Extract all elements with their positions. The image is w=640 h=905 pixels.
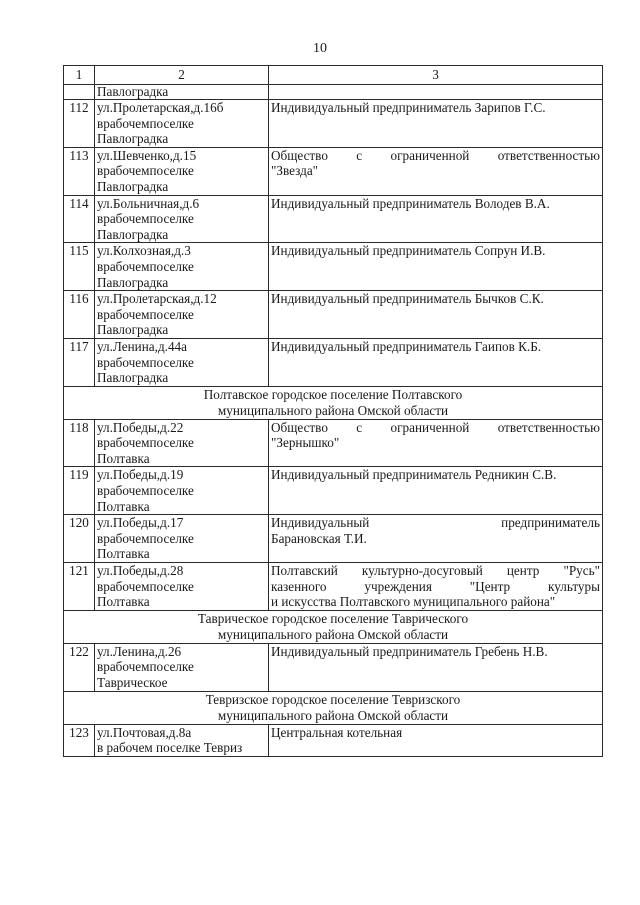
organization-line-2: "Звезда" <box>271 163 319 179</box>
address-line-2 <box>97 579 266 595</box>
address-line-1 <box>97 148 266 164</box>
word: ул. <box>97 243 113 259</box>
word: Индивидуальный <box>271 515 370 531</box>
address-line-3: Павлоградка <box>97 226 169 242</box>
word: ул. <box>97 100 113 115</box>
row-number: 122 <box>64 643 95 691</box>
address-line-1 <box>97 420 266 436</box>
organization-cell <box>269 563 603 611</box>
word: в <box>97 163 104 179</box>
word: в <box>97 258 104 274</box>
address-line-3: Павлоградка <box>97 131 169 147</box>
word: ул. <box>97 467 113 483</box>
document-table <box>63 65 603 757</box>
word: Больничная, <box>112 195 183 211</box>
address-line-3: Павлоградка <box>97 322 169 338</box>
section-title <box>64 386 603 419</box>
word: Общество <box>271 419 328 435</box>
address-line-1 <box>97 196 266 212</box>
word: культурно-досуговый <box>361 563 483 579</box>
address-line-3: Павлоградка <box>97 370 169 386</box>
word: 19 <box>170 467 184 483</box>
word: д. <box>157 338 168 354</box>
organization-name: Индивидуальный предприниматель Гребень Н.В. <box>271 643 548 659</box>
table-row <box>64 243 603 291</box>
word: в <box>97 211 104 227</box>
section-title-line-2: муниципального района Омской области <box>217 402 449 418</box>
word: д. <box>168 724 179 740</box>
table-row <box>64 338 603 386</box>
word: рабочем <box>103 211 150 227</box>
word: 15 <box>182 147 197 163</box>
word: 28 <box>170 563 184 579</box>
address-line-3: Павлоградка <box>97 178 169 194</box>
address-cell <box>95 724 269 756</box>
section-title <box>64 610 603 643</box>
word: "Русь" <box>563 563 600 579</box>
word: в <box>97 530 104 546</box>
address-line-1 <box>97 467 266 483</box>
word: рабочем <box>103 578 150 594</box>
table-row-continuation <box>64 85 603 100</box>
table-row <box>64 147 603 195</box>
word: рабочем <box>103 530 150 546</box>
word: в <box>97 306 104 322</box>
word: поселке <box>149 115 194 131</box>
organization-line-2: "Зернышко" <box>271 435 340 451</box>
address-continuation: Павлоградка <box>95 85 269 100</box>
section-tavricheskoe <box>64 610 603 643</box>
table-row <box>64 195 603 243</box>
table-row <box>64 100 603 148</box>
word: Почтовая, <box>112 724 169 740</box>
address-line-2 <box>97 659 266 675</box>
organization-cell <box>269 100 603 148</box>
word: 17 <box>170 515 184 531</box>
organization-line-1 <box>271 563 600 579</box>
organization-name: Индивидуальный предприниматель Бычков С.К. <box>271 291 544 307</box>
word: ул. <box>97 338 113 354</box>
word: ул. <box>97 195 113 211</box>
word: учреждения <box>364 578 432 594</box>
row-number: 121 <box>64 563 95 611</box>
word: д. <box>193 100 204 115</box>
address-line-1 <box>97 563 266 579</box>
organization-line-1 <box>271 515 600 531</box>
word: рабочем <box>103 163 150 179</box>
organization-cell <box>269 419 603 467</box>
word: поселке <box>149 435 194 451</box>
table-header-row <box>64 66 603 85</box>
section-title-line-1: Таврическое городское поселение Таврического <box>197 610 469 626</box>
address-cell <box>95 643 269 691</box>
word: поселке <box>149 211 194 227</box>
address-line-3: Полтавка <box>97 498 150 514</box>
word: Полтавский <box>271 563 338 579</box>
organization-cell <box>269 243 603 291</box>
address-line-2 <box>97 163 266 179</box>
table-row <box>64 563 603 611</box>
table-row <box>64 643 603 691</box>
address-line-2: в рабочем поселке Тевриз <box>97 740 243 756</box>
address-line-1 <box>97 291 266 307</box>
word: ул. <box>97 515 113 531</box>
organization-name: Индивидуальный предприниматель Володев В.А. <box>271 195 550 211</box>
word: поселке <box>149 258 194 274</box>
word: рабочем <box>103 258 150 274</box>
address-cell <box>95 338 269 386</box>
word: ул. <box>97 147 113 163</box>
word: предприниматель <box>501 515 600 531</box>
organization-line-3: и искусства Полтавского муниципального района" <box>271 594 556 610</box>
organization-line-1 <box>271 148 600 164</box>
word: Победы, <box>112 467 161 483</box>
word: ответственностью <box>497 419 600 435</box>
word: Победы, <box>112 563 161 579</box>
word: в <box>97 354 104 370</box>
word: ул. <box>97 643 113 659</box>
organization-line-2: Барановская Т.И. <box>271 530 367 546</box>
address-line-1 <box>97 339 266 355</box>
table-row <box>64 419 603 467</box>
word: казенного <box>271 578 327 594</box>
word: с <box>356 147 363 163</box>
section-tevriz <box>64 691 603 724</box>
table-row <box>64 291 603 339</box>
row-number: 120 <box>64 515 95 563</box>
header-col2: 2 <box>95 66 269 85</box>
word: Победы, <box>112 515 161 531</box>
word: д. <box>193 291 204 307</box>
organization-cell <box>269 643 603 691</box>
word: 26 <box>167 643 182 659</box>
word: поселке <box>149 578 194 594</box>
word: поселке <box>149 530 194 546</box>
word: 6 <box>192 195 200 211</box>
word: Ленина, <box>112 338 158 354</box>
address-cell <box>95 419 269 467</box>
address-cell <box>95 100 269 148</box>
row-number: 119 <box>64 467 95 515</box>
address-line-1 <box>97 725 266 741</box>
word: поселке <box>149 354 194 370</box>
header-col3: 3 <box>269 66 603 85</box>
word: ул. <box>97 291 113 307</box>
word: в <box>97 578 104 594</box>
word: д. <box>160 467 171 483</box>
word: в <box>97 435 104 451</box>
address-cell <box>95 467 269 515</box>
address-cell <box>95 195 269 243</box>
word: Пролетарская, <box>112 100 194 115</box>
word: рабочем <box>103 115 150 131</box>
address-line-2 <box>97 435 266 451</box>
address-line-3: Полтавка <box>97 594 150 610</box>
section-title-line-1: Полтавское городское поселение Полтавского <box>203 386 463 402</box>
word: Пролетарская, <box>112 291 194 307</box>
organization-name: Центральная котельная <box>271 724 403 740</box>
word: ул. <box>97 724 113 740</box>
section-title-line-1: Тевризское городское поселение Тевризского <box>205 691 461 707</box>
word: ул. <box>97 419 113 435</box>
word: Шевченко, <box>112 147 173 163</box>
organization-cell <box>269 467 603 515</box>
address-line-3: Полтавка <box>97 546 150 562</box>
address-line-2 <box>97 211 266 227</box>
address-cell <box>95 147 269 195</box>
word: ограниченной <box>390 419 470 435</box>
word: рабочем <box>103 659 150 675</box>
word: 44а <box>167 338 187 354</box>
word: "Центр <box>469 578 511 594</box>
organization-name: Индивидуальный предприниматель Сопрун И.В. <box>271 243 546 259</box>
organization-line-2 <box>271 579 600 595</box>
organization-cell <box>269 724 603 756</box>
word: д. <box>157 643 168 659</box>
address-line-3: Таврическое <box>97 675 168 690</box>
row-number: 116 <box>64 291 95 339</box>
address-line-3: Полтавка <box>97 450 150 466</box>
word: центр <box>506 563 540 579</box>
word: поселке <box>149 483 194 499</box>
word: Колхозная, <box>112 243 175 259</box>
row-number: 123 <box>64 724 95 756</box>
word: 8а <box>178 724 192 740</box>
organization-cell <box>269 515 603 563</box>
address-cell <box>95 515 269 563</box>
row-number: 117 <box>64 338 95 386</box>
word: Ленина, <box>112 643 158 659</box>
section-title-line-2: муниципального района Омской области <box>217 626 449 642</box>
word: поселке <box>149 306 194 322</box>
word: поселке <box>149 659 194 675</box>
organization-cell <box>269 147 603 195</box>
address-line-2 <box>97 307 266 323</box>
header-col1: 1 <box>64 66 95 85</box>
table-row <box>64 467 603 515</box>
word: д. <box>182 195 193 211</box>
word: 16б <box>203 100 224 115</box>
word: 22 <box>170 419 184 435</box>
word: ул. <box>97 563 113 579</box>
organization-cell <box>269 338 603 386</box>
table-row <box>64 724 603 756</box>
address-line-1 <box>97 100 266 116</box>
organization-cell <box>269 195 603 243</box>
address-line-2 <box>97 483 266 499</box>
address-line-1 <box>97 644 266 660</box>
section-title-line-2: муниципального района Омской области <box>217 707 449 723</box>
address-cell <box>95 291 269 339</box>
word: в <box>97 659 104 675</box>
organization-name: Индивидуальный предприниматель Гаипов К.Б. <box>271 338 542 354</box>
address-line-2 <box>97 355 266 371</box>
word: рабочем <box>103 306 150 322</box>
word: д. <box>160 563 171 579</box>
organization-name: Индивидуальный предприниматель Редникин С.В. <box>271 467 557 483</box>
word: д. <box>174 243 185 259</box>
address-line-1 <box>97 515 266 531</box>
address-line-2 <box>97 259 266 275</box>
section-title <box>64 691 603 724</box>
address-cell <box>95 243 269 291</box>
word: 12 <box>203 291 217 307</box>
word: д. <box>160 515 171 531</box>
row-number: 112 <box>64 100 95 148</box>
word: рабочем <box>103 483 150 499</box>
organization-cell <box>269 291 603 339</box>
address-line-3: Павлоградка <box>97 274 169 290</box>
address-line-1 <box>97 243 266 259</box>
word: ограниченной <box>390 147 470 163</box>
row-number: 118 <box>64 419 95 467</box>
address-line-2 <box>97 531 266 547</box>
organization-name: Индивидуальный предприниматель Зарипов Г.С. <box>271 100 546 115</box>
word: в <box>97 483 104 499</box>
section-poltava <box>64 386 603 419</box>
page-number: 10 <box>313 41 327 56</box>
word: поселке <box>149 163 194 179</box>
word: Общество <box>271 147 328 163</box>
word: культуры <box>548 578 600 594</box>
row-number: 113 <box>64 147 95 195</box>
word: Победы, <box>112 419 161 435</box>
row-number: 114 <box>64 195 95 243</box>
word: в <box>97 115 104 131</box>
word: д. <box>160 419 171 435</box>
address-line-2 <box>97 116 266 132</box>
word: с <box>356 419 363 435</box>
organization-line-1 <box>271 420 600 436</box>
table-row <box>64 515 603 563</box>
word: рабочем <box>103 354 150 370</box>
word: рабочем <box>103 435 150 451</box>
address-cell <box>95 563 269 611</box>
word: ответственностью <box>497 147 600 163</box>
row-number: 115 <box>64 243 95 291</box>
word: 3 <box>184 243 191 259</box>
word: д. <box>172 147 183 163</box>
